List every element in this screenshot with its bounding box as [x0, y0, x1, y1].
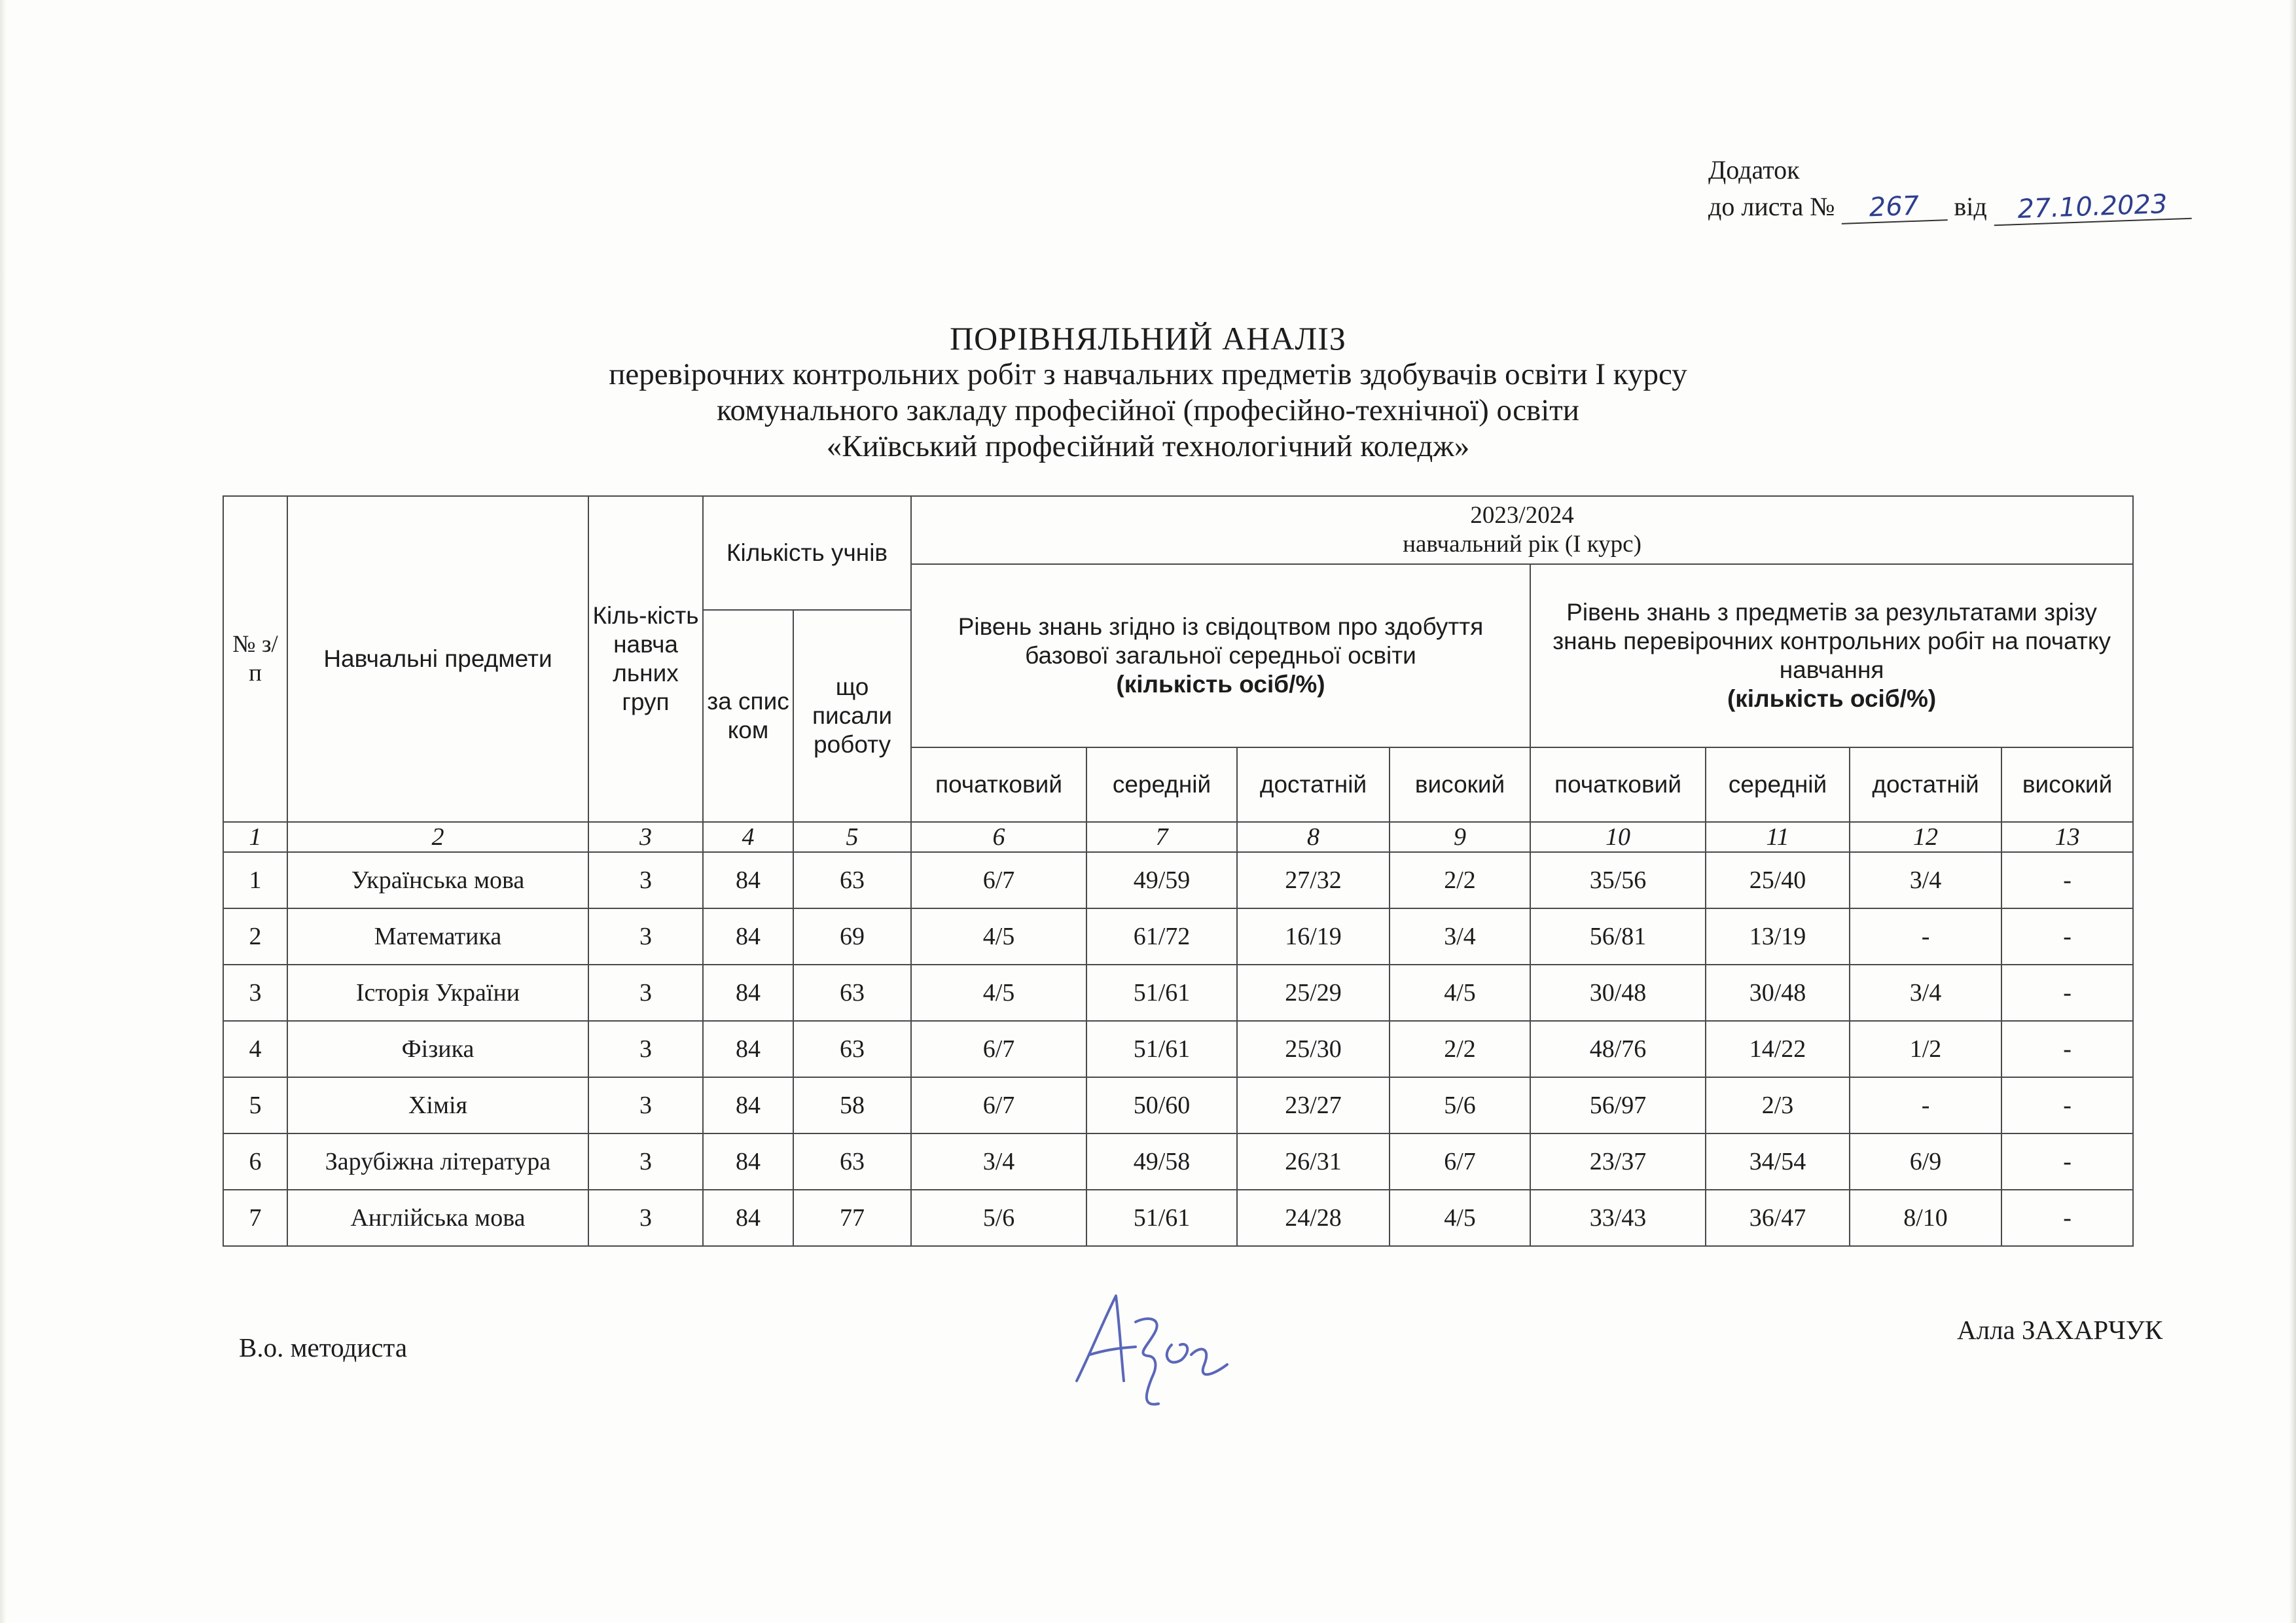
table-cell: 69	[793, 908, 911, 965]
table-cell: 4/5	[1390, 1190, 1530, 1246]
level-cert-high: високий	[1390, 747, 1530, 822]
level-test-medium: середній	[1706, 747, 1850, 822]
col-groups-header: Кіль-кість навча льних груп	[588, 496, 703, 822]
table-cell: 84	[703, 1077, 793, 1133]
table-cell: 23/27	[1237, 1077, 1390, 1133]
table-cell: 16/19	[1237, 908, 1390, 965]
table-cell: 84	[703, 1190, 793, 1246]
table-row	[223, 852, 2133, 908]
col-subject-header: Навчальні предмети	[287, 496, 588, 822]
col-by-list-header: за спис ком	[703, 610, 793, 822]
table-cell: 6/9	[1850, 1133, 2001, 1190]
table-cell: Англійська мова	[287, 1190, 588, 1246]
table-cell: 6/7	[1390, 1133, 1530, 1190]
table-cell: 33/43	[1530, 1190, 1706, 1246]
level-cert-medium: середній	[1086, 747, 1237, 822]
table-cell: 5	[223, 1077, 287, 1133]
table-cell: Математика	[287, 908, 588, 965]
table-cell: -	[2001, 908, 2133, 965]
table-cell: 4/5	[911, 965, 1086, 1021]
table-cell: 61/72	[1086, 908, 1237, 965]
table-cell: 3	[588, 965, 703, 1021]
scan-edge-left	[0, 0, 7, 1623]
table-cell: 34/54	[1706, 1133, 1850, 1190]
level-cert-basic: початковий	[911, 747, 1086, 822]
table-cell: 36/47	[1706, 1190, 1850, 1246]
table-cell: -	[2001, 1021, 2133, 1077]
table-cell: 7	[223, 1190, 287, 1246]
table-cell: Хімія	[287, 1077, 588, 1133]
level-test-header	[1530, 564, 2133, 747]
table-cell: 3	[588, 908, 703, 965]
table-cell: -	[2001, 1190, 2133, 1246]
table-cell: 24/28	[1237, 1190, 1390, 1246]
table-cell: 3/4	[911, 1133, 1086, 1190]
table-cell: 48/76	[1530, 1021, 1706, 1077]
level-cert-header	[911, 564, 1530, 747]
table-row	[223, 908, 2133, 965]
attachment-note	[1708, 152, 2191, 225]
column-number: 12	[1850, 822, 2001, 852]
table-cell: 49/58	[1086, 1133, 1237, 1190]
year-sub-label: навчальний рік (І курс)	[1403, 531, 1641, 558]
table-cell: 51/61	[1086, 965, 1237, 1021]
column-number: 2	[287, 822, 588, 852]
table-row	[223, 965, 2133, 1021]
table-cell: 25/40	[1706, 852, 1850, 908]
table-row	[223, 1133, 2133, 1190]
table-cell: 25/30	[1237, 1021, 1390, 1077]
analysis-table	[223, 495, 2134, 1247]
table-cell: 4/5	[1390, 965, 1530, 1021]
table-cell: 26/31	[1237, 1133, 1390, 1190]
table-cell: 6/7	[911, 1077, 1086, 1133]
column-numbers-row	[223, 822, 2133, 852]
column-number: 3	[588, 822, 703, 852]
table-cell: 27/32	[1237, 852, 1390, 908]
table-cell: 51/61	[1086, 1021, 1237, 1077]
table-cell: 84	[703, 908, 793, 965]
table-cell: 3	[588, 1190, 703, 1246]
table-cell: 84	[703, 1133, 793, 1190]
level-test-unit: (кількість осіб/%)	[1727, 685, 1937, 712]
table-cell: -	[2001, 1133, 2133, 1190]
title-main: ПОРІВНЯЛЬНИЙ АНАЛІЗ	[950, 320, 1346, 357]
col-wrote-header: що писали роботу	[793, 610, 911, 822]
table-cell: 3/4	[1850, 852, 2001, 908]
table-cell: 58	[793, 1077, 911, 1133]
letter-date: 27.10.2023	[1993, 189, 2191, 226]
level-test-label: Рівень знань з предметів за результатами зрізу знань перевірочних контрольних робіт на початку навчання	[1552, 599, 2111, 683]
table-cell: Історія України	[287, 965, 588, 1021]
col-num-header: № з/п	[223, 496, 287, 822]
table-row	[223, 1077, 2133, 1133]
table-cell: 2/3	[1706, 1077, 1850, 1133]
table-row	[223, 1021, 2133, 1077]
column-number: 11	[1706, 822, 1850, 852]
table-cell: 63	[793, 852, 911, 908]
table-cell: 5/6	[1390, 1077, 1530, 1133]
table-cell: 63	[793, 1021, 911, 1077]
header-row-1	[223, 496, 2133, 564]
title-line-3: комунального закладу професійної (професійно-технічної) освіти	[717, 393, 1579, 427]
column-number: 7	[1086, 822, 1237, 852]
table-cell: 1	[223, 852, 287, 908]
table-cell: -	[1850, 1077, 2001, 1133]
table-cell: 3	[588, 1133, 703, 1190]
title-line-2: перевірочних контрольних робіт з навчальних предметів здобувачів освіти І курсу	[609, 357, 1687, 391]
signature-image	[1064, 1283, 1240, 1414]
table-cell: 2/2	[1390, 852, 1530, 908]
table-cell: 77	[793, 1190, 911, 1246]
table-cell: 2/2	[1390, 1021, 1530, 1077]
level-test-sufficient: достатній	[1850, 747, 2001, 822]
table-cell: 63	[793, 965, 911, 1021]
level-test-high: високий	[2001, 747, 2133, 822]
column-number: 10	[1530, 822, 1706, 852]
table-cell: 3/4	[1390, 908, 1530, 965]
table-cell: -	[1850, 908, 2001, 965]
date-prefix: від	[1954, 192, 1987, 221]
attachment-prefix: до листа №	[1708, 192, 1835, 221]
attachment-label: Додаток	[1708, 155, 1800, 185]
table-cell: Українська мова	[287, 852, 588, 908]
table-cell: 30/48	[1706, 965, 1850, 1021]
level-cert-label: Рівень знань згідно із свідоцтвом про здобуття базової загальної середньої освіти	[958, 613, 1484, 669]
table-cell: 84	[703, 852, 793, 908]
table-cell: 56/97	[1530, 1077, 1706, 1133]
table-cell: 5/6	[911, 1190, 1086, 1246]
table-cell: 30/48	[1530, 965, 1706, 1021]
year-label: 2023/2024	[1470, 502, 1574, 529]
table-cell: 3	[588, 1021, 703, 1077]
table-cell: 6/7	[911, 852, 1086, 908]
table-cell: -	[2001, 852, 2133, 908]
document-title	[0, 321, 2296, 465]
table-cell: 84	[703, 1021, 793, 1077]
table-cell: 3	[588, 852, 703, 908]
table-cell: -	[2001, 1077, 2133, 1133]
level-cert-unit: (кількість осіб/%)	[1116, 671, 1325, 698]
column-number: 5	[793, 822, 911, 852]
table-cell: Зарубіжна література	[287, 1133, 588, 1190]
column-number: 1	[223, 822, 287, 852]
table-cell: 13/19	[1706, 908, 1850, 965]
table-cell: 8/10	[1850, 1190, 2001, 1246]
column-number: 8	[1237, 822, 1390, 852]
table-cell: 4/5	[911, 908, 1086, 965]
col-students-header: Кількість учнів	[703, 496, 911, 610]
table-cell: 23/37	[1530, 1133, 1706, 1190]
table-row	[223, 1190, 2133, 1246]
level-test-basic: початковий	[1530, 747, 1706, 822]
table-cell: 14/22	[1706, 1021, 1850, 1077]
column-number: 9	[1390, 822, 1530, 852]
column-number: 6	[911, 822, 1086, 852]
signer-name: Алла ЗАХАРЧУК	[1957, 1315, 2163, 1345]
table-cell: -	[2001, 965, 2133, 1021]
table-cell: 6	[223, 1133, 287, 1190]
signer-position: В.о. методиста	[239, 1332, 408, 1363]
table-cell: 51/61	[1086, 1190, 1237, 1246]
table-cell: 25/29	[1237, 965, 1390, 1021]
table-cell: 2	[223, 908, 287, 965]
letter-number: 267	[1841, 190, 1948, 224]
table-cell: 1/2	[1850, 1021, 2001, 1077]
table-cell: 4	[223, 1021, 287, 1077]
table-cell: 56/81	[1530, 908, 1706, 965]
scan-edge-right	[2289, 0, 2296, 1623]
table-cell: 3	[223, 965, 287, 1021]
table-cell: 3	[588, 1077, 703, 1133]
column-number: 4	[703, 822, 793, 852]
level-cert-sufficient: достатній	[1237, 747, 1390, 822]
table-cell: 6/7	[911, 1021, 1086, 1077]
table-cell: Фізика	[287, 1021, 588, 1077]
table-cell: 84	[703, 965, 793, 1021]
table-cell: 50/60	[1086, 1077, 1237, 1133]
table-cell: 49/59	[1086, 852, 1237, 908]
table-cell: 35/56	[1530, 852, 1706, 908]
table-cell: 63	[793, 1133, 911, 1190]
column-number: 13	[2001, 822, 2133, 852]
attachment-reference	[1708, 188, 2191, 225]
year-header	[911, 496, 2133, 564]
title-line-4: «Київський професійний технологічний коледж»	[826, 429, 1470, 463]
table-cell: 3/4	[1850, 965, 2001, 1021]
